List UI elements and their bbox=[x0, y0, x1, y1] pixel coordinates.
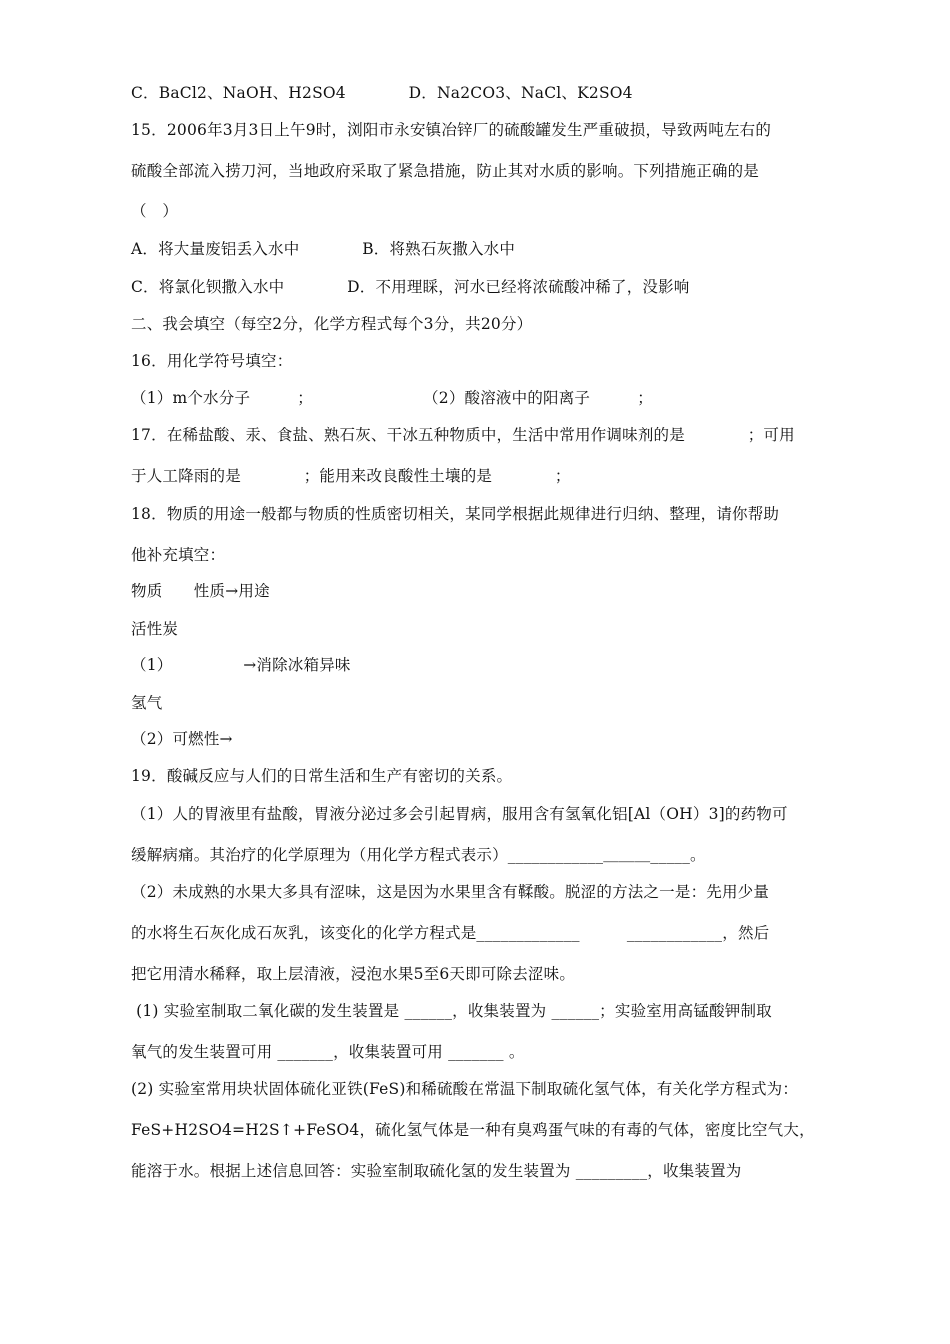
question-18-line1: 18．物质的用途一般都与物质的性质密切相关，某同学根据此规律进行归纳、整理，请你帮助 bbox=[131, 505, 780, 523]
lab-question-2-line3: 能溶于水。根据上述信息回答：实验室制取硫化氢的发生装置为 _________，收集装置为 bbox=[131, 1162, 742, 1180]
question-19-part1-line2: 缓解病痛。其治疗的化学原理为（用化学方程式表示）____________＿＿＿_____。 bbox=[131, 846, 706, 864]
lab-question-2-line2: FeS+H2SO4=H2S↑+FeSO4，硫化氢气体是一种有臭鸡蛋气味的有毒的气体，密度比空气大， bbox=[131, 1121, 815, 1139]
question-15-stem-line1: 15．2006年3月3日上午9时，浏阳市永安镇冶锌厂的硫酸罐发生严重破损，导致两吨左右的 bbox=[131, 121, 772, 139]
question-15-options-ab: A．将大量废铝丢入水中 B．将熟石灰撒入水中 bbox=[131, 240, 516, 258]
section-2-heading: 二、我会填空（每空2分，化学方程式每个3分，共20分） bbox=[131, 315, 533, 333]
question-16-blanks: （1）m个水分子 ； （2）酸溶液中的阳离子 ； bbox=[131, 389, 653, 407]
property-use-2: （2）可燃性→ bbox=[131, 730, 233, 748]
lab-question-2-line1: (2) 实验室常用块状固体硫化亚铁(FeS)和稀硫酸在常温下制取硫化氢气体，有关化学方程式为： bbox=[131, 1080, 799, 1098]
substance-hydrogen: 氢气 bbox=[131, 694, 163, 712]
property-use-1: （1） →消除冰箱异味 bbox=[131, 656, 351, 674]
question-19-stem: 19．酸碱反应与人们的日常生活和生产有密切的关系。 bbox=[131, 767, 513, 785]
question-19-part1-line1: （1）人的胃液里有盐酸，胃液分泌过多会引起胃病，服用含有氢氧化铝[Al（OH）3]的药物可 bbox=[131, 805, 788, 823]
question-18-line2: 他补充填空： bbox=[131, 546, 226, 564]
question-19-part2-line3: 把它用清水稀释，取上层清液，浸泡水果5至6天即可除去涩味。 bbox=[131, 965, 576, 983]
substance-activated-carbon: 活性炭 bbox=[131, 620, 179, 638]
question-15-stem-line2: 硫酸全部流入捞刀河，当地政府采取了紧急措施，防止其对水质的影响。下列措施正确的是 bbox=[131, 162, 760, 180]
question-19-part2-line2: 的水将生石灰化成石灰乳，该变化的化学方程式是_____________ ____________，然后 bbox=[131, 924, 770, 942]
table-header: 物质 性质→用途 bbox=[131, 582, 270, 600]
question-17-line1: 17．在稀盐酸、汞、食盐、熟石灰、干冰五种物质中，生活中常用作调味剂的是 ；可用 bbox=[131, 426, 795, 444]
question-17-line2: 于人工降雨的是 ；能用来改良酸性土壤的是 ； bbox=[131, 467, 571, 485]
question-15-answer-paren: （ ） bbox=[131, 202, 179, 220]
lab-question-1-line1: (1) 实验室制取二氧化碳的发生装置是 ______，收集装置为 ______；实验室用高锰酸钾制取 bbox=[131, 1002, 772, 1020]
question-19-part2-line1: （2）未成熟的水果大多具有涩味，这是因为水果里含有鞣酸。脱涩的方法之一是：先用少量 bbox=[131, 883, 770, 901]
question-15-options-cd: C．将氯化钡撒入水中 D．不用理睬，河水已经将浓硫酸冲稀了，没影响 bbox=[131, 278, 690, 296]
question-16-stem: 16．用化学符号填空： bbox=[131, 352, 293, 370]
question-14-options-cd: C．BaCl2、NaOH、H2SO4 D．Na2CO3、NaCl、K2SO4 bbox=[131, 84, 633, 102]
lab-question-1-line2: 氧气的发生装置可用 _______，收集装置可用 _______ 。 bbox=[131, 1043, 525, 1061]
